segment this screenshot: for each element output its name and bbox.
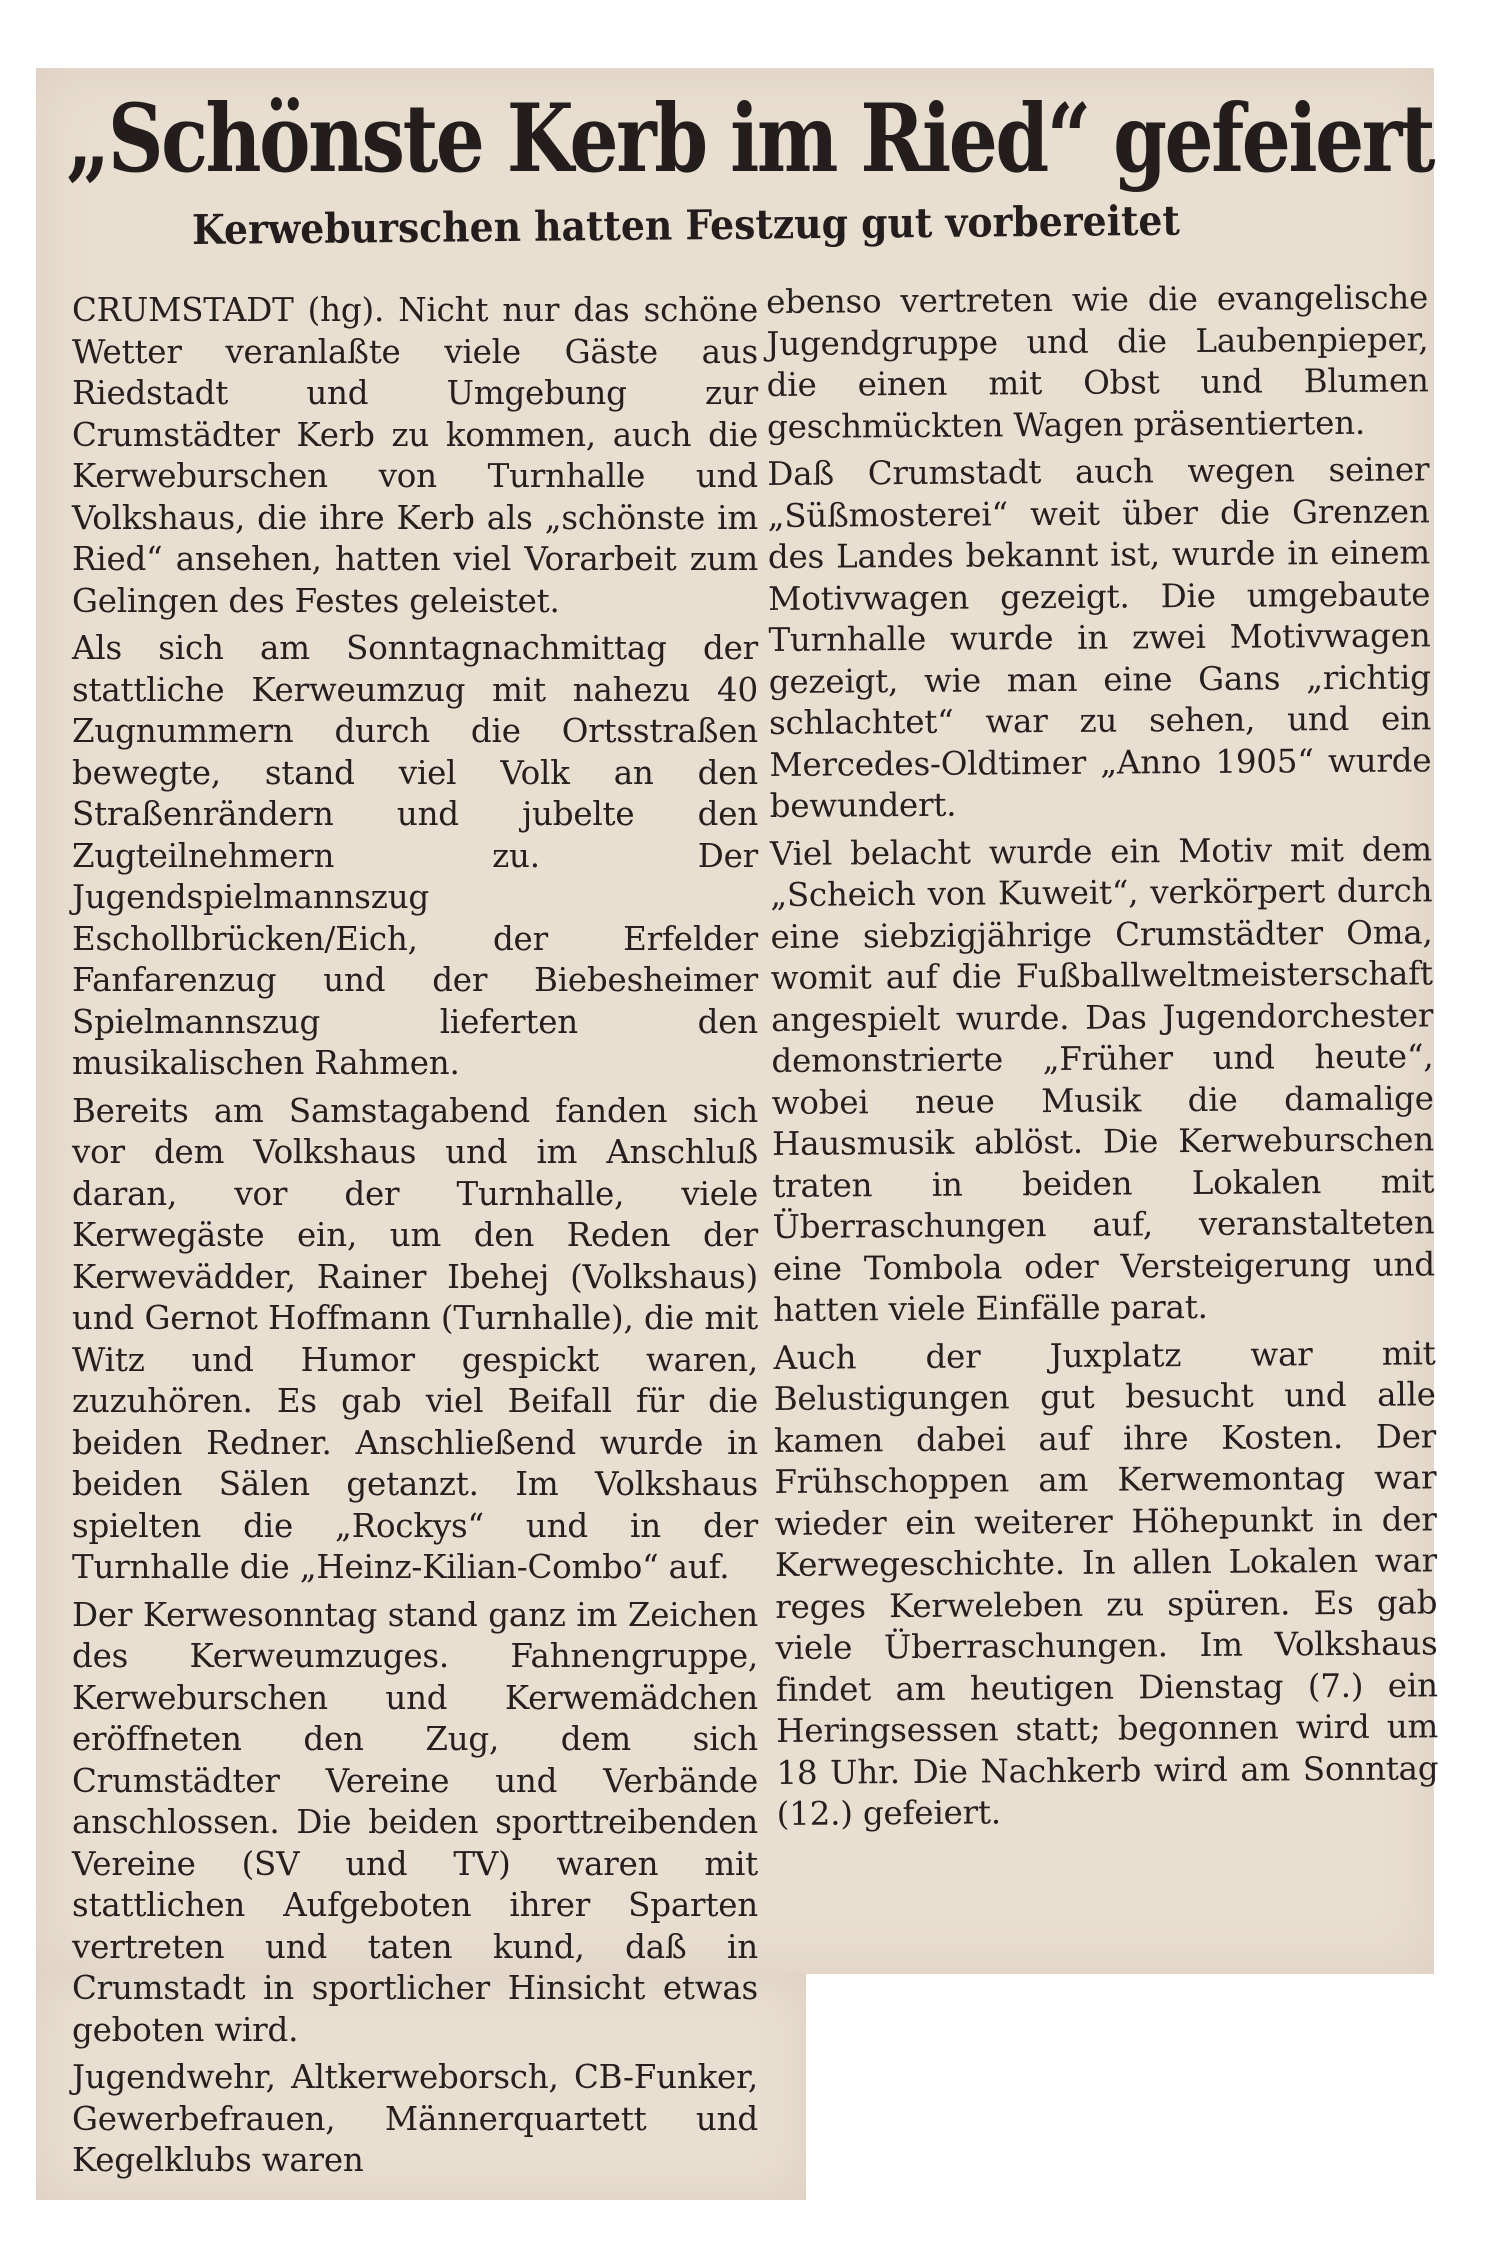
article-column-right <box>766 277 1439 1841</box>
article-column-left <box>72 290 758 2188</box>
article-paragraph: Viel belacht wurde ein Motiv mit dem „Scheich von Kuweit“, verkörpert durch eine siebzigjährige Crumstädter Oma, womit auf die Fußballweltmeisterschaft angespielt wurde. Das Jugendorchester demonstrierte „Früher und heute“, wobei neue Musik die damalige Hausmusik ablöst. Die Kerweburschen traten in beiden Lokalen mit Überraschungen auf, veranstalteten eine Tombola oder Versteigerung und hatten viele Einfälle parat. <box>769 829 1436 1329</box>
article-paragraph: Der Kerwesonntag stand ganz im Zeichen des Kerweumzuges. Fahnengruppe, Kerweburschen und Kerwemädchen eröffneten den Zug, dem sich Crumstädter Vereine und Verbände anschlossen. Die beiden sporttreibenden Vereine (SV und TV) waren mit stattlichen Aufgeboten ihrer Sparten vertreten und taten kund, daß in Crumstadt in sportlicher Hinsicht etwas geboten wird. <box>72 1595 758 2049</box>
article-paragraph: Bereits am Samstagabend fanden sich vor dem Volkshaus und im Anschluß daran, vor der Turnhalle, viele Kerwegäste ein, um den Reden der Kerwevädder, Rainer Ibehej (Volkshaus) und Gernot Hoffmann (Turnhalle), die mit Witz und Humor gespickt waren, zuzuhören. Es gab viel Beifall für die beiden Redner. Anschließend wurde in beiden Sälen getanzt. Im Volkshaus spielten die „Rockys“ und in der Turnhalle die „Heinz-Kilian-Combo“ auf. <box>72 1091 758 1586</box>
article-paragraph: Daß Crumstadt auch wegen seiner „Süßmosterei“ weit über die Grenzen des Landes bekannt ist, wurde in einem Motivwagen gezeigt. Die umgebaute Turnhalle wurde in zwei Motivwagen gezeigt, wie man eine Gans „richtig schlachtet“ war zu sehen, und ein Mercedes-Oldtimer „Anno 1905“ wurde bewundert. <box>767 450 1432 825</box>
article-headline: „Schönste Kerb im Ried“ gefeiert <box>66 84 1434 194</box>
article-paragraph: Als sich am Sonntagnachmittag der stattliche Kerweumzug mit nahezu 40 Zugnummern durch die Ortsstraßen bewegte, stand viel Volk an den Straßenrändern und jubelte den Zugteilnehmern zu. Der Jugendspielmannszug Eschollbrücken/Eich, der Erfelder Fanfarenzug und der Biebesheimer Spielmannszug lieferten den musikalischen Rahmen. <box>72 629 758 1082</box>
article-paragraph: CRUMSTADT (hg). Nicht nur das schöne Wetter veranlaßte viele Gäste aus Riedstadt und Umgebung zur Crumstädter Kerb zu kommen, auch die Kerweburschen von Turnhalle und Volkshaus, die ihre Kerb als „schönste im Ried“ ansehen, hatten viel Vorarbeit zum Gelingen des Festes geleistet. <box>72 291 758 620</box>
article-subheadline: Kerweburschen hatten Festzug gut vorbereitet <box>191 196 1181 254</box>
article-paragraph: Auch der Juxplatz war mit Belustigungen gut besucht und alle kamen dabei auf ihre Kosten. Der Frühschoppen am Kerwemontag war wieder ein weiterer Höhepunkt in der Kerwegeschichte. In allen Lokalen war reges Kerweleben zu spüren. Es gab viele Überraschungen. Im Volkshaus findet am heutigen Dienstag (7.) ein Heringsessen statt; begonnen wird um 18 Uhr. Die Nachkerb wird am Sonntag (12.) gefeiert. <box>773 1333 1439 1833</box>
article-paragraph: Jugendwehr, Altkerweborsch, CB-Funker, Gewerbefrauen, Männerquartett und Kegelklubs waren <box>72 2058 758 2179</box>
article-paragraph: ebenso vertreten wie die evangelische Jugendgruppe und die Laubenpieper, die einen mit Obst und Blumen geschmückten Wagen präsentierten. <box>766 278 1429 446</box>
